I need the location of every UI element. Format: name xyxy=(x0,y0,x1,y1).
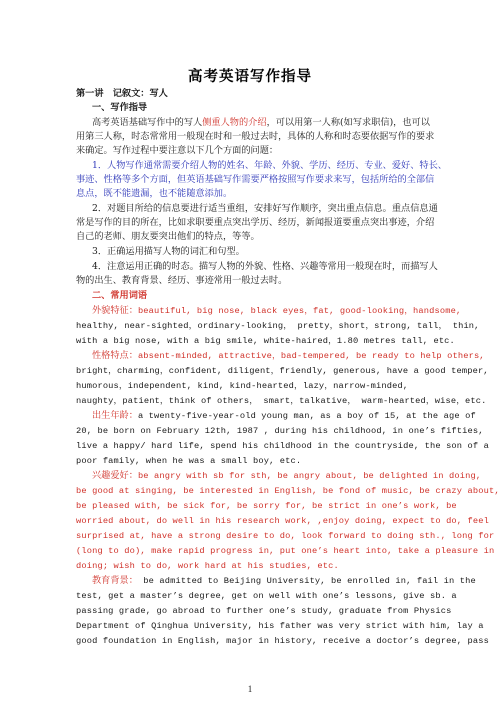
page-title: 高考英语写作指导 xyxy=(188,68,312,85)
text-line xyxy=(92,305,461,317)
text-line: 2．对题目所给的信息要进行适当重组，安排好写作顺序，突出重点信息。重点信息通 xyxy=(92,203,438,214)
text-span: a twenty-five-year-old young man, as a boy of 15, at the age of xyxy=(137,411,476,421)
text-line xyxy=(92,470,481,482)
text-span: 出生年龄： xyxy=(92,410,138,421)
text-line: bright，charming，confident, diligent，friendly, generous, have a good temper, xyxy=(76,366,489,376)
text-line: live a happy/ hard life, spend his childhood in the countryside, the son of a xyxy=(76,441,489,451)
text-line: be pleased with, be sick for, be sorry for, be strict in one’s work, be xyxy=(76,501,457,511)
text-line: naughty，patient，think of others， smart，talkative， warm-hearted，wise，etc. xyxy=(76,396,487,406)
text-line: 二、常用词语 xyxy=(92,290,148,301)
text-line: 用第三人称，时态常常用一般现在时和一般过去时，具体的人称和时态要依据写作的要求 xyxy=(76,131,435,142)
text-span: be angry with sb for sth, be angry about, be delighted in doing, xyxy=(137,471,482,481)
text-line: humorous，independent, kind, kind-hearted，lazy，narrow-minded, xyxy=(76,381,409,391)
text-line: 常是写作的目的所在，比如求职要重点突出学历、经历，新闻报道要重点突出事迹，介绍 xyxy=(76,217,435,228)
text-line: 20, be born on February 12th, 1987 , during his childhood, in one’s fifties, xyxy=(76,426,484,436)
text-line: Department of Qinghua University, his father was very strict with him, lay a xyxy=(76,621,484,631)
text-line: doing; wish to do, work hard at his studies, etc. xyxy=(76,561,339,571)
text-line xyxy=(92,117,430,129)
text-line: worried about, do well in his research work, ,enjoy doing, expect to do, feel xyxy=(76,516,489,526)
page-number: 1 xyxy=(247,684,253,694)
text-line: 息点，既不能遗漏，也不能随意添加。 xyxy=(76,188,233,199)
text-line: (long to do), make rapid progress in, put one’s heart into, take a pleasure in xyxy=(76,546,495,556)
text-line: 1．人物写作通常需要介绍人物的姓名、年龄、外貌、学历、经历、专业、爱好、特长、 xyxy=(92,160,447,171)
text-line: poor family, when he was a small boy, etc. xyxy=(76,456,302,466)
text-line: 事迹、性格等多个方面，但英语基础写作需要严格按照写作要求来写，包括所给的全部信 xyxy=(76,174,435,185)
text-line: good foundation in English, major in history, receive a doctor’s degree, pass xyxy=(76,636,489,646)
text-span: 教育背景： xyxy=(92,575,138,586)
text-line: 3．正确运用描写人物的词汇和句型。 xyxy=(92,246,245,257)
text-span: beautiful, big nose, black eyes，fat, good-looking，handsome, xyxy=(137,306,462,316)
text-line: surprised at, have a strong desire to do, look forward to doing sth., long for xyxy=(76,531,495,541)
text-line: with a big nose, with a big smile, white-haired，1.80 metres tall, etc. xyxy=(76,336,455,346)
text-line xyxy=(92,575,476,587)
text-line: test, get a master’s degree, get on well with one’s lessons, give sb. a xyxy=(76,591,457,601)
text-span: 高考英语基础写作中的写人 xyxy=(92,117,203,128)
text-line: be good at singing, be interested in English, be fond of music, be crazy about, xyxy=(76,486,500,496)
text-span: ，可以用第一人称(如写求职信)，也可以 xyxy=(266,117,430,128)
text-line: 4．注意运用正确的时态。描写人物的外貌、性格、兴趣等常用一般现在时，而描写人 xyxy=(92,261,438,272)
text-line: 第一讲 记叙文：写人 xyxy=(76,88,168,99)
text-line: 来确定。写作过程中要注意以下几个方面的问题： xyxy=(76,145,279,156)
text-line: 一、写作指导 xyxy=(92,102,148,113)
text-span: 侧重人物的介绍 xyxy=(202,117,267,128)
text-span: be admitted to Beijing University, be enrolled in, fail in the xyxy=(137,576,476,586)
text-line: passing grade, go abroad to further one’s study, graduate from Physics xyxy=(76,606,452,616)
text-line xyxy=(92,410,476,422)
text-span: 外貌特征： xyxy=(92,305,138,316)
text-line xyxy=(92,350,485,362)
text-span: 兴趣爱好： xyxy=(92,470,138,481)
text-line: 自己的老师、朋友要突出他们的特点，等等。 xyxy=(76,231,260,242)
text-span: absent-minded, attractive，bad-tempered, be ready to help others, xyxy=(137,351,485,361)
text-line: healthy, near-sighted，ordinary-looking， pretty，short，strong, tall， thin, xyxy=(76,321,480,331)
text-span: 性格特点： xyxy=(92,350,138,361)
text-line: 物的出生、教育背景、经历、事迹常用一般过去时。 xyxy=(76,275,288,286)
